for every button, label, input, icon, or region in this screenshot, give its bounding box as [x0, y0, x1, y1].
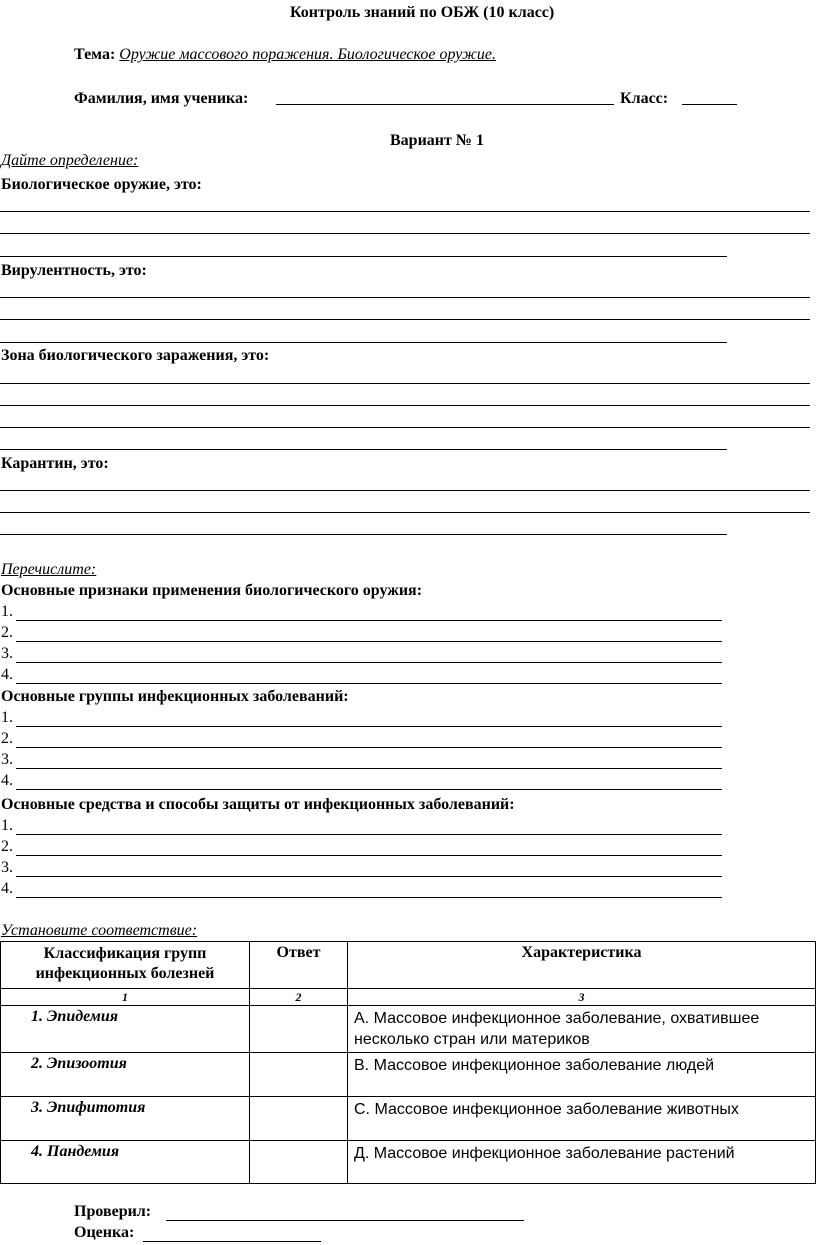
- list-item-number: 2.: [1, 624, 13, 641]
- classification-name: 1. Эпидемия: [1, 1006, 250, 1053]
- table-row: [1, 1006, 816, 1053]
- topic-label: Тема:: [74, 46, 116, 63]
- student-name-field[interactable]: [276, 104, 614, 105]
- list-answer-line[interactable]: [16, 768, 722, 769]
- answer-line[interactable]: [0, 405, 810, 406]
- page-title: Контроль знаний по ОБЖ (10 класс): [290, 4, 555, 21]
- answer-cell[interactable]: [250, 1097, 348, 1141]
- matching-table: [0, 941, 816, 1184]
- topic-value: Оружие массового поражения. Биологическое оружие.: [119, 46, 496, 63]
- table-row: [1, 1097, 816, 1141]
- list-answer-line[interactable]: [16, 620, 722, 621]
- column-number: 3: [348, 989, 816, 1006]
- classification-name: 2. Эпизоотия: [1, 1053, 250, 1097]
- answer-cell[interactable]: [250, 1141, 348, 1184]
- list-answer-line[interactable]: [16, 726, 722, 727]
- classification-name: 4. Пандемия: [1, 1141, 250, 1184]
- answer-line[interactable]: [0, 211, 810, 212]
- answer-line[interactable]: [0, 342, 727, 343]
- characteristic-text: С. Массовое инфекционное заболевание животных: [348, 1097, 816, 1141]
- list-title: Основные признаки применения биологического оружия:: [1, 582, 423, 599]
- definition-label: Биологическое оружие, это:: [1, 176, 202, 193]
- answer-line[interactable]: [0, 383, 810, 384]
- list-title: Основные средства и способы защиты от инфекционных заболеваний:: [1, 796, 515, 813]
- answer-line[interactable]: [0, 233, 810, 234]
- characteristic-text: А. Массовое инфекционное заболевание, охватившее несколько стран или материков: [348, 1006, 816, 1053]
- list-heading: Перечислите:: [1, 561, 97, 578]
- list-item-number: 4.: [1, 666, 13, 683]
- list-answer-line[interactable]: [16, 897, 722, 898]
- classification-name: 3. Эпифитотия: [1, 1097, 250, 1141]
- header-answer: Ответ: [250, 942, 348, 989]
- table-number-row: [1, 989, 816, 1006]
- list-item-number: 1.: [1, 817, 13, 834]
- list-answer-line[interactable]: [16, 834, 722, 835]
- characteristic-text: Д. Массовое инфекционное заболевание растений: [348, 1141, 816, 1184]
- header-characteristic: Характеристика: [348, 942, 816, 989]
- definition-label: Карантин, это:: [1, 455, 109, 472]
- table-row: [1, 1141, 816, 1184]
- list-answer-line[interactable]: [16, 641, 722, 642]
- list-item-number: 3.: [1, 859, 13, 876]
- list-answer-line[interactable]: [16, 683, 722, 684]
- answer-line[interactable]: [0, 256, 727, 257]
- list-item-number: 3.: [1, 645, 13, 662]
- answer-line[interactable]: [0, 534, 727, 535]
- list-answer-line[interactable]: [16, 789, 722, 790]
- list-answer-line[interactable]: [16, 747, 722, 748]
- define-heading: Дайте определение:: [1, 152, 139, 169]
- characteristic-text: В. Массовое инфекционное заболевание людей: [348, 1053, 816, 1097]
- list-item-number: 4.: [1, 880, 13, 897]
- list-item-number: 1.: [1, 603, 13, 620]
- answer-line[interactable]: [0, 319, 810, 320]
- table-row: [1, 1053, 816, 1097]
- list-answer-line[interactable]: [16, 855, 722, 856]
- list-item-number: 1.: [1, 709, 13, 726]
- class-label: Класс:: [620, 90, 669, 107]
- definition-label: Зона биологического заражения, это:: [1, 347, 270, 364]
- grade-field[interactable]: [143, 1241, 321, 1242]
- list-answer-line[interactable]: [16, 876, 722, 877]
- list-item-number: 2.: [1, 838, 13, 855]
- answer-line[interactable]: [0, 297, 810, 298]
- definition-label: Вирулентность, это:: [1, 262, 147, 279]
- grade-label: Оценка:: [74, 1224, 135, 1241]
- checked-label: Проверил:: [74, 1203, 152, 1220]
- answer-line[interactable]: [0, 490, 810, 491]
- column-number: 1: [1, 989, 250, 1006]
- variant-title: Вариант № 1: [390, 132, 484, 149]
- answer-line[interactable]: [0, 512, 810, 513]
- checked-field[interactable]: [166, 1220, 524, 1221]
- column-number: 2: [250, 989, 348, 1006]
- list-answer-line[interactable]: [16, 662, 722, 663]
- answer-line[interactable]: [0, 427, 810, 428]
- table-header-row: [1, 942, 816, 989]
- list-item-number: 4.: [1, 772, 13, 789]
- answer-cell[interactable]: [250, 1053, 348, 1097]
- match-heading: Установите соответствие:: [1, 922, 198, 939]
- answer-line[interactable]: [0, 449, 727, 450]
- list-item-number: 2.: [1, 730, 13, 747]
- list-title: Основные группы инфекционных заболеваний:: [1, 688, 349, 705]
- list-item-number: 3.: [1, 751, 13, 768]
- student-name-label: Фамилия, имя ученика:: [74, 90, 249, 107]
- header-classification: Классификация групп инфекционных болезней: [1, 942, 250, 989]
- class-field[interactable]: [682, 104, 737, 105]
- answer-cell[interactable]: [250, 1006, 348, 1053]
- topic-line: [74, 46, 496, 64]
